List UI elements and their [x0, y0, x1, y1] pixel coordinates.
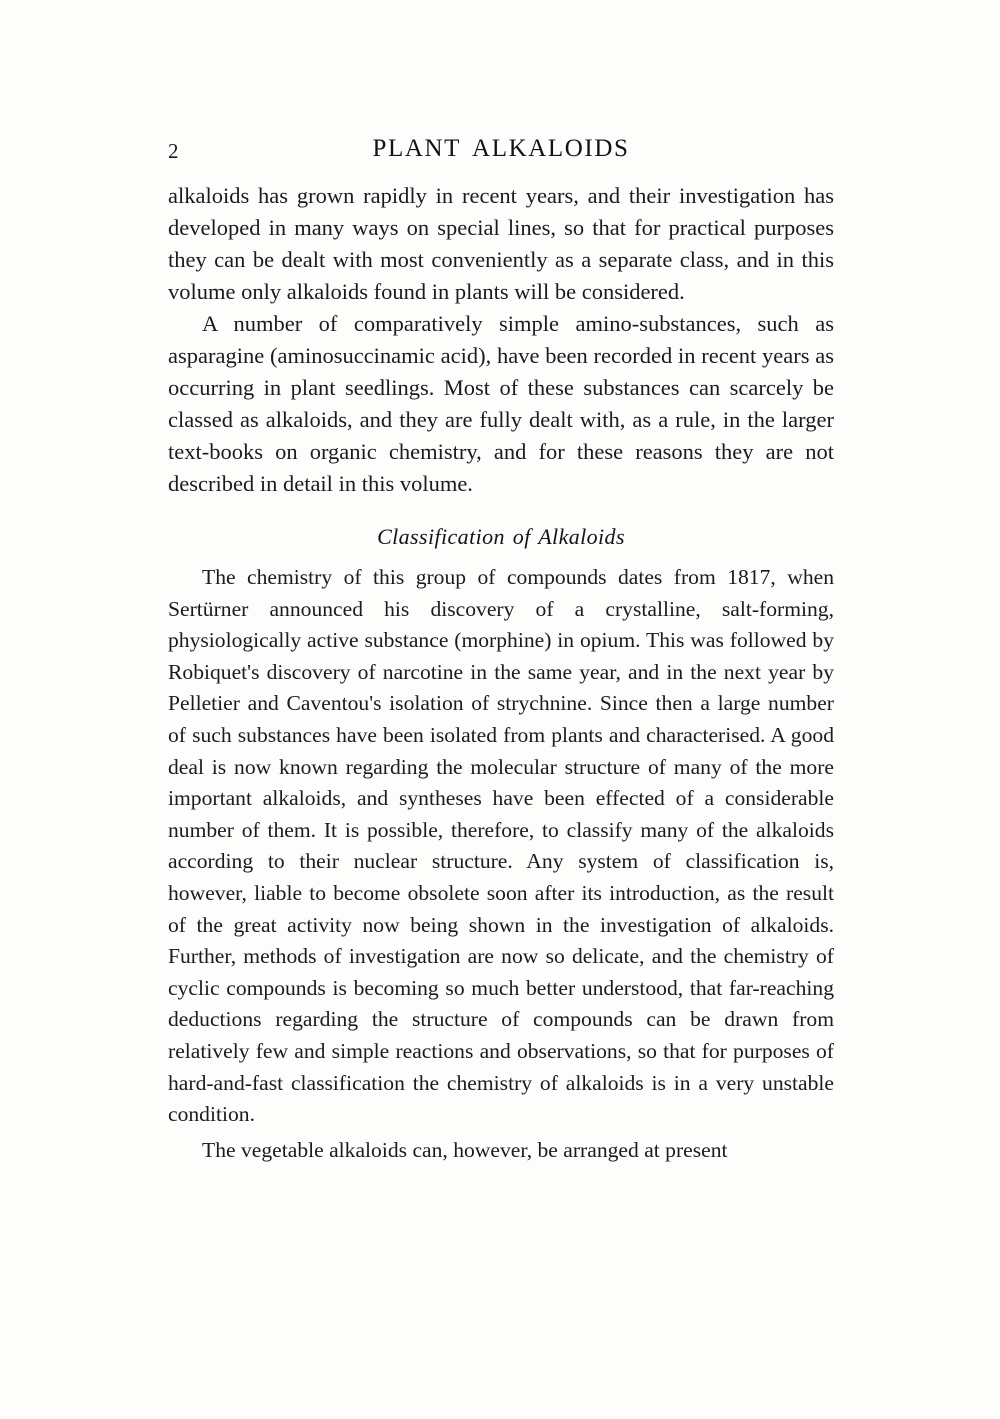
paragraph-1: alkaloids has grown rapidly in recent years, and their investigation has developed in many ways on special lines, so that for practical purposes they can be dealt with most conveniently as a separate class, and in this volume only alkaloids found in plants will be considered.	[168, 183, 834, 304]
section-heading-classification-of-alkaloids: Classification of Alkaloids	[377, 524, 625, 549]
page-number: 2	[168, 139, 179, 163]
paragraph-3: The chemistry of this group of compounds dates from 1817, when Sertürner announced his discovery of a crystalline, salt-forming, physiologically active substance (morphine) in opium. This was followed by Robiquet's discovery of narcotine in the same year, and in the next year by Pelletier and Caventou's isolation of strychnine. Since then a large number of such substances have been isolated from plants and characterised. A good deal is now known regarding the molecular structure of many of the more important alkaloids, and syntheses have been effected of a considerable number of them. It is possible, therefore, to classify many of the alkaloids according to their nuclear structure. Any system of classification is, however, liable to become obsolete soon after its introduction, as the result of the great activity now being shown in the investigation of alkaloids. Further, methods of investigation are now so delicate, and the chemistry of cyclic compounds is becoming so much better understood, that far-reaching deductions regarding the structure of compounds can be drawn from relatively few and simple reactions and observations, so that for purposes of hard-and-fast classification the chemistry of alkaloids is in a very unstable condition.	[168, 565, 834, 1127]
paragraph-spacer	[168, 500, 834, 506]
running-title: PLANT ALKALOIDS	[372, 135, 630, 162]
paragraph-4: The vegetable alkaloids can, however, be arranged at present	[202, 1137, 728, 1162]
body-text-block	[168, 180, 834, 1166]
running-head	[168, 134, 834, 168]
paragraph-2: A number of comparatively simple amino-substances, such as asparagine (aminosuccinamic acid), have been recorded in recent years as occurring in plant seedlings. Most of these substances can scarcely be classed as alkaloids, and they are fully dealt with, as a rule, in the larger text-books on organic chemistry, and for these reasons they are not described in detail in this volume.	[168, 311, 834, 496]
